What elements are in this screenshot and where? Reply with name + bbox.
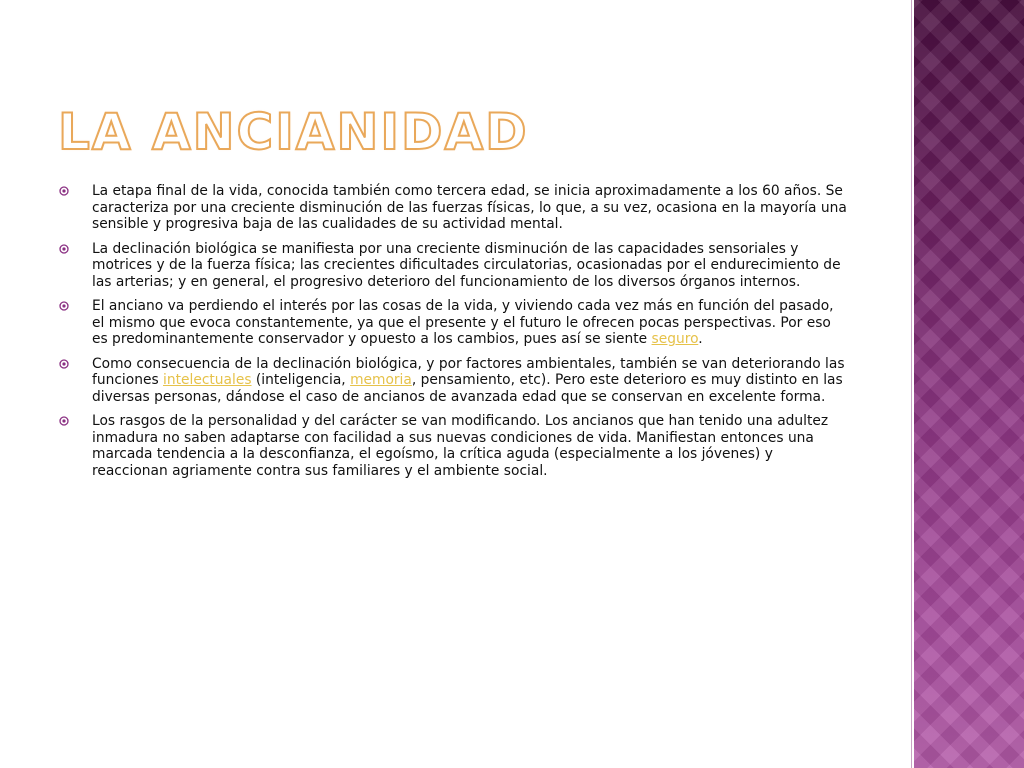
- text-link[interactable]: intelectuales: [163, 372, 252, 388]
- bullet-item: [58, 241, 850, 291]
- text-link[interactable]: memoria: [350, 372, 412, 388]
- text-segment: La declinación biológica se manifiesta por una creciente disminución de las capacidades sensoriales y motrices y de la fuerza física; las crecientes dificultades circulatorias, ocasionadas por el endurecimiento de las arterias; y en general, el progresivo deterioro del funcionamiento de los diversos órganos internos.: [92, 240, 841, 290]
- bullet-item: [58, 413, 850, 479]
- text-segment: , pensamiento, etc). Pero este deterioro es muy distinto en las diversas personas, dándose el caso de ancianos de avanzada edad que se conservan en excelente forma.: [92, 372, 843, 405]
- slide-title: LA ANCIANIDAD: [58, 103, 529, 161]
- decorative-side-band: [912, 0, 1024, 768]
- text-segment: Como consecuencia de la declinación biológica, y por factores ambientales, también se van deteriorando las funciones: [92, 355, 845, 388]
- bullet-text: [92, 183, 847, 232]
- bullet-text: [92, 241, 841, 290]
- text-segment: La etapa final de la vida, conocida también como tercera edad, se inicia aproximadamente a los 60 años. Se caracteriza por una creciente disminución de las fuerzas físicas, lo que, a su vez, ocasiona en la mayoría una sensible y progresiva baja de las cualidades de su actividad mental.: [92, 183, 847, 232]
- text-segment: (inteligencia,: [251, 372, 351, 388]
- bullet-text: [92, 298, 834, 347]
- target-bullet-icon: [59, 416, 69, 426]
- bullet-item: [58, 298, 850, 348]
- text-segment: .: [698, 331, 703, 347]
- text-segment: El anciano va perdiendo el interés por las cosas de la vida, y viviendo cada vez más en función del pasado, el mismo que evoca constantemente, ya que el presente y el futuro le ofrecen pocas perspectivas. Por eso es predominantemente conservador y opuesto a los cambios, pues así se siente: [92, 298, 834, 347]
- bullet-list: [58, 183, 850, 487]
- text-segment: Los rasgos de la personalidad y del carácter se van modificando. Los ancianos que han tenido una adultez inmadura no saben adaptarse con facilidad a sus nuevas condiciones de vida. Manifiestan entonces una marcada tendencia a la desconfianza, el egoísmo, la crítica aguda (especialmente a los jóvenes) y reaccionan agriamente contra sus familiares y el ambiente social.: [92, 413, 829, 479]
- bullet-text: [92, 413, 828, 479]
- target-bullet-icon: [59, 244, 69, 254]
- target-bullet-icon: [59, 359, 69, 369]
- target-bullet-icon: [59, 301, 69, 311]
- bullet-item: [58, 356, 850, 406]
- bullet-item: [58, 183, 850, 233]
- text-link[interactable]: seguro: [651, 331, 699, 347]
- bullet-text: [92, 356, 845, 405]
- target-bullet-icon: [59, 186, 69, 196]
